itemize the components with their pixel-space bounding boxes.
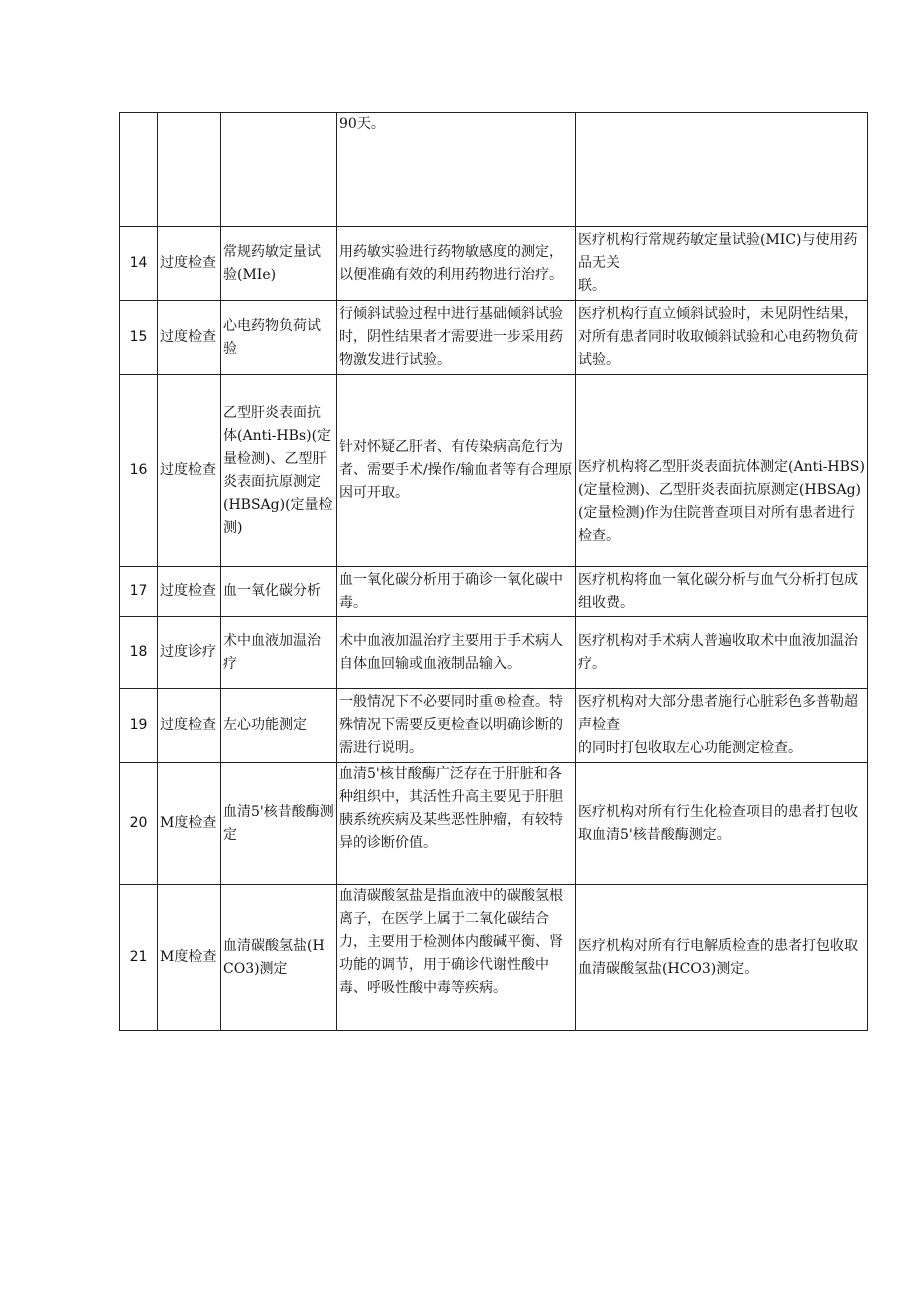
row-number: 15	[120, 301, 158, 375]
table-row	[120, 567, 868, 617]
issue-cell: 医疗机构对所有行电解质检查的患者打包收取血清碳酸氢盐(HCO3)测定。	[576, 885, 868, 1031]
item-cell: 心电药物负荷试验	[221, 301, 337, 375]
item-cell: 左心功能测定	[221, 689, 337, 763]
category-cell: M度检查	[158, 763, 221, 885]
item-cell: 常规药敏定量试验(MIe)	[221, 227, 337, 301]
table-row	[120, 375, 868, 567]
item-cell: 血清碳酸氢盐(HCO3)测定	[221, 885, 337, 1031]
basis-cell: 血一氧化碳分析用于确诊一氧化碳中毒。	[337, 567, 576, 617]
row-number: 16	[120, 375, 158, 567]
table-row	[120, 763, 868, 885]
row-number	[120, 113, 158, 227]
category-cell	[158, 113, 221, 227]
table-row	[120, 885, 868, 1031]
table-row	[120, 113, 868, 227]
basis-cell: 行倾斜试验过程中进行基础倾斜试验时，阴性结果者才需要进一步采用药物激发进行试验。	[337, 301, 576, 375]
category-cell: 过度检查	[158, 567, 221, 617]
row-number: 21	[120, 885, 158, 1031]
issue-cell	[576, 113, 868, 227]
issue-line: 医疗机构对大部分患者施行心脏彩色多普勒超声检查	[578, 694, 858, 733]
item-cell	[221, 113, 337, 227]
issue-line: 的同时打包收取左心功能测定检查。	[578, 740, 802, 756]
issue-cell: 医疗机构对手术病人普遍收取术中血液加温治疗。	[576, 617, 868, 689]
category-cell: 过度检查	[158, 689, 221, 763]
basis-cell: 90天。	[337, 113, 576, 227]
category-cell: 过度检查	[158, 227, 221, 301]
category-cell: M度检查	[158, 885, 221, 1031]
issue-cell: 医疗机构对所有行生化检查项目的患者打包收取血清5'核昔酸酶测定。	[576, 763, 868, 885]
issue-line: 医疗机构行常规药敏定量试验(MIC)与使用药品无关	[578, 232, 858, 271]
basis-cell: 术中血液加温治疗主要用于手术病人自体血回输或血液制品输入。	[337, 617, 576, 689]
item-cell: 血一氧化碳分析	[221, 567, 337, 617]
item-cell: 乙型肝炎表面抗体(Anti-HBs)(定量检测)、乙型肝炎表面抗原测定(HBSAg)(定量检测)	[221, 375, 337, 567]
category-cell: 过度检查	[158, 301, 221, 375]
basis-cell: 血清5'核甘酸酶广泛存在于肝脏和各种组织中，其活性升高主要见于肝胆胰系统疾病及某些恶性肿瘤，有较特异的诊断价值。	[337, 763, 576, 885]
row-number: 17	[120, 567, 158, 617]
row-number: 19	[120, 689, 158, 763]
document-table	[119, 112, 868, 1031]
basis-cell: 针对怀疑乙肝者、有传染病高危行为者、需要手术/操作/输血者等有合理原因可开取。	[337, 375, 576, 567]
item-cell: 术中血液加温治疗	[221, 617, 337, 689]
table-row	[120, 227, 868, 301]
issue-cell	[576, 689, 868, 763]
basis-cell: 用药敏实验进行药物敏感度的测定，以便准确有效的利用药物进行治疗。	[337, 227, 576, 301]
issue-cell: 医疗机构行直立倾斜试验时，未见阴性结果，对所有患者同时收取倾斜试验和心电药物负荷试验。	[576, 301, 868, 375]
basis-cell: 血清碳酸氢盐是指血液中的碳酸氢根离子，在医学上属于二氧化碳结合力，主要用于检测体内酸碱平衡、肾功能的调节，用于确诊代谢性酸中毒、呼吸性酸中毒等疾病。	[337, 885, 576, 1031]
basis-cell: 一般情况下不必要同时重®检查。特殊情况下需要反更检查以明确诊断的需进行说明。	[337, 689, 576, 763]
table-row	[120, 301, 868, 375]
issue-cell	[576, 227, 868, 301]
row-number: 20	[120, 763, 158, 885]
issue-line: 联。	[578, 278, 606, 294]
item-cell: 血清5'核昔酸酶测定	[221, 763, 337, 885]
category-cell: 过度诊疗	[158, 617, 221, 689]
issue-cell: 医疗机构将乙型肝炎表面抗体测定(Anti-HBS)(定量检测)、乙型肝炎表面抗原测定(HBSAg)(定量检测)作为住院普查项目对所有患者进行检查。	[576, 375, 868, 567]
category-cell: 过度检查	[158, 375, 221, 567]
issue-cell: 医疗机构将血一氧化碳分析与血气分析打包成组收费。	[576, 567, 868, 617]
row-number: 14	[120, 227, 158, 301]
row-number: 18	[120, 617, 158, 689]
table-row	[120, 617, 868, 689]
table-row	[120, 689, 868, 763]
